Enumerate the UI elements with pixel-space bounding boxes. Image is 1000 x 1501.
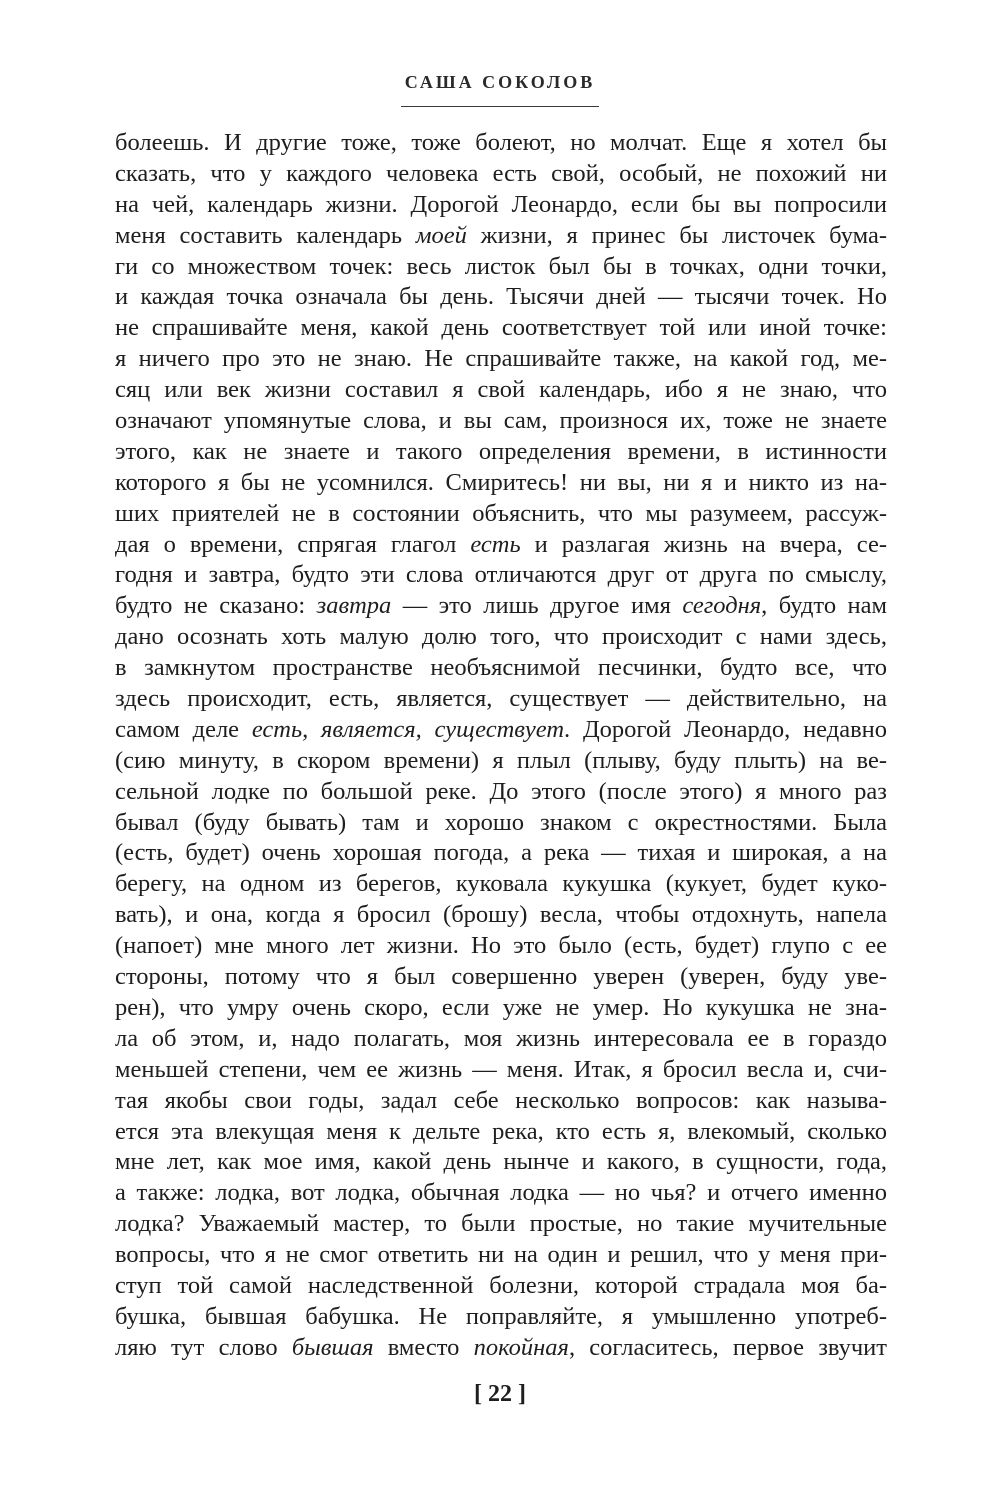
text-line: [115, 746, 887, 777]
text-span: вместо: [373, 1333, 474, 1361]
text-span: вопросы, что я не смог ответить ни на один и решил, что у меня при-: [115, 1241, 887, 1269]
text-span: мне лет, как мое имя, какой день нынче и какого, в сущности, года,: [115, 1148, 887, 1176]
text-line: [115, 499, 887, 530]
text-span: бушка, бывшая бабушка. Не поправляйте, я умышленно употреб-: [115, 1302, 887, 1330]
text-line: [115, 653, 887, 684]
text-span: ги со множеством точек: весь листок был бы в точках, одни точки,: [115, 252, 887, 280]
text-span: этого, как не знаете и такого определения времени, в истинности: [115, 437, 887, 465]
text-span: . Дорогой Леонардо, недавно: [564, 715, 887, 743]
text-span: тая якобы свои годы, задал себе несколько вопросов: как называ-: [115, 1086, 887, 1114]
text-span: рен), что умру очень скоро, если уже не умер. Но кукушка не зна-: [115, 993, 887, 1021]
text-line: [115, 993, 887, 1024]
text-line: [115, 468, 887, 499]
text-span: и разлагая жизнь на вчера, се-: [520, 530, 887, 558]
text-line: [115, 900, 887, 931]
text-span: дано осознать хоть малую долю того, что происходит с нами здесь,: [115, 623, 887, 651]
text-span: сказать, что у каждого человека есть свой, особый, не похожий ни: [115, 159, 887, 187]
text-line: [115, 1117, 887, 1148]
text-span: меня составить календарь: [115, 221, 416, 249]
text-span: на чей, календарь жизни. Дорогой Леонардо, если бы вы попросили: [115, 190, 887, 218]
text-line: [115, 1178, 887, 1209]
text-line: [115, 560, 887, 591]
text-line: [115, 530, 887, 561]
text-line: [115, 375, 887, 406]
text-span: дая о времени, спрягая глагол: [115, 530, 471, 558]
text-span: (напоет) мне много лет жизни. Но это было (есть, будет) глупо с ее: [115, 932, 887, 960]
text-span: и каждая точка означала бы день. Тысячи дней — тысячи точек. Но: [115, 283, 887, 311]
body-text: [115, 128, 887, 1364]
text-line: [115, 1209, 887, 1240]
text-line: [115, 344, 887, 375]
text-line: [115, 1055, 887, 1086]
text-span: бывал (буду бывать) там и хорошо знаком с окрестностями. Была: [115, 808, 887, 836]
text-line: [115, 869, 887, 900]
text-line: [115, 221, 887, 252]
text-span: самом деле: [115, 715, 252, 743]
text-span: (есть, будет) очень хорошая погода, а река — тихая и широкая, а на: [115, 839, 887, 867]
text-line: [115, 1333, 887, 1364]
text-line: [115, 591, 887, 622]
italic-text: завтра: [316, 592, 392, 620]
text-span: сельной лодке по большой реке. До этого (после этого) я много раз: [115, 777, 887, 805]
text-span: стороны, потому что я был совершенно уверен (уверен, буду уве-: [115, 963, 887, 991]
text-line: [115, 715, 887, 746]
text-span: я ничего про это не знаю. Не спрашивайте также, на какой год, ме-: [115, 345, 887, 373]
text-line: [115, 838, 887, 869]
text-span: берегу, на одном из берегов, куковала кукушка (кукует, будет куко-: [115, 870, 887, 898]
running-head: САША СОКОЛОВ: [404, 72, 596, 92]
text-span: , будто нам: [761, 592, 887, 620]
text-line: [115, 622, 887, 653]
text-span: годня и завтра, будто эти слова отличаются друг от друга по смыслу,: [115, 561, 887, 589]
text-span: болеешь. И другие тоже, тоже болеют, но молчат. Еще я хотел бы: [115, 129, 887, 156]
text-line: [115, 684, 887, 715]
text-line: [115, 1147, 887, 1178]
text-line: [115, 1086, 887, 1117]
text-line: [115, 313, 887, 344]
text-span: — это лишь другое имя: [391, 592, 683, 620]
running-head-rule: [401, 106, 599, 107]
text-span: не спрашивайте меня, какой день соответствует той или иной точке:: [115, 314, 887, 342]
italic-text: есть, является, существует: [251, 715, 565, 743]
text-span: в замкнутом пространстве необъяснимой песчинки, будто все, что: [115, 654, 887, 682]
text-span: ших приятелей не в состоянии объяснить, что мы разумеем, рассуж-: [115, 499, 887, 527]
text-line: [115, 1271, 887, 1302]
text-span: которого я бы не усомнился. Смиритесь! ни вы, ни я и никто из на-: [115, 468, 887, 496]
text-line: [115, 1240, 887, 1271]
text-span: будто не сказано:: [115, 592, 317, 620]
text-span: жизни, я принес бы листочек бума-: [466, 221, 888, 249]
text-line: [115, 931, 887, 962]
text-span: здесь происходит, есть, является, существует — действительно, на: [115, 685, 887, 713]
page-number: [ 22 ]: [474, 1381, 526, 1407]
text-span: вать), и она, когда я бросил (брошу) весла, чтобы отдохнуть, напела: [115, 901, 887, 929]
text-line: [115, 282, 887, 313]
text-line: [115, 190, 887, 221]
text-line: [115, 128, 887, 159]
text-line: [115, 962, 887, 993]
text-span: ляю тут слово: [115, 1333, 292, 1361]
text-span: меньшей степени, чем ее жизнь — меня. Итак, я бросил весла и, счи-: [115, 1055, 887, 1083]
text-span: сяц или век жизни составил я свой календарь, ибо я не знаю, что: [115, 376, 887, 404]
text-line: [115, 159, 887, 190]
text-span: ется эта влекущая меня к дельте река, кто есть я, влекомый, сколько: [115, 1117, 887, 1145]
text-line: [115, 808, 887, 839]
text-line: [115, 252, 887, 283]
text-line: [115, 1024, 887, 1055]
text-line: [115, 406, 887, 437]
italic-text: покойная: [473, 1333, 569, 1361]
italic-text: бывшая: [291, 1333, 374, 1361]
text-span: (сию минуту, в скором времени) я плыл (плыву, буду плыть) на ве-: [115, 746, 887, 774]
text-line: [115, 437, 887, 468]
italic-text: сегодня: [682, 592, 762, 620]
italic-text: моей: [415, 221, 467, 249]
text-span: а также: лодка, вот лодка, обычная лодка — но чья? и отчего именно: [115, 1179, 887, 1207]
text-span: лодка? Уважаемый мастер, то были простые, но такие мучительные: [115, 1210, 887, 1238]
text-line: [115, 777, 887, 808]
text-span: ступ той самой наследственной болезни, которой страдала моя ба-: [115, 1271, 887, 1299]
text-span: , согласитесь, первое звучит: [568, 1333, 887, 1361]
text-span: означают упомянутые слова, и вы сам, произнося их, тоже не знаете: [115, 407, 887, 435]
text-line: [115, 1302, 887, 1333]
italic-text: есть: [470, 530, 521, 558]
text-span: ла об этом, и, надо полагать, моя жизнь интересовала ее в гораздо: [115, 1024, 887, 1052]
